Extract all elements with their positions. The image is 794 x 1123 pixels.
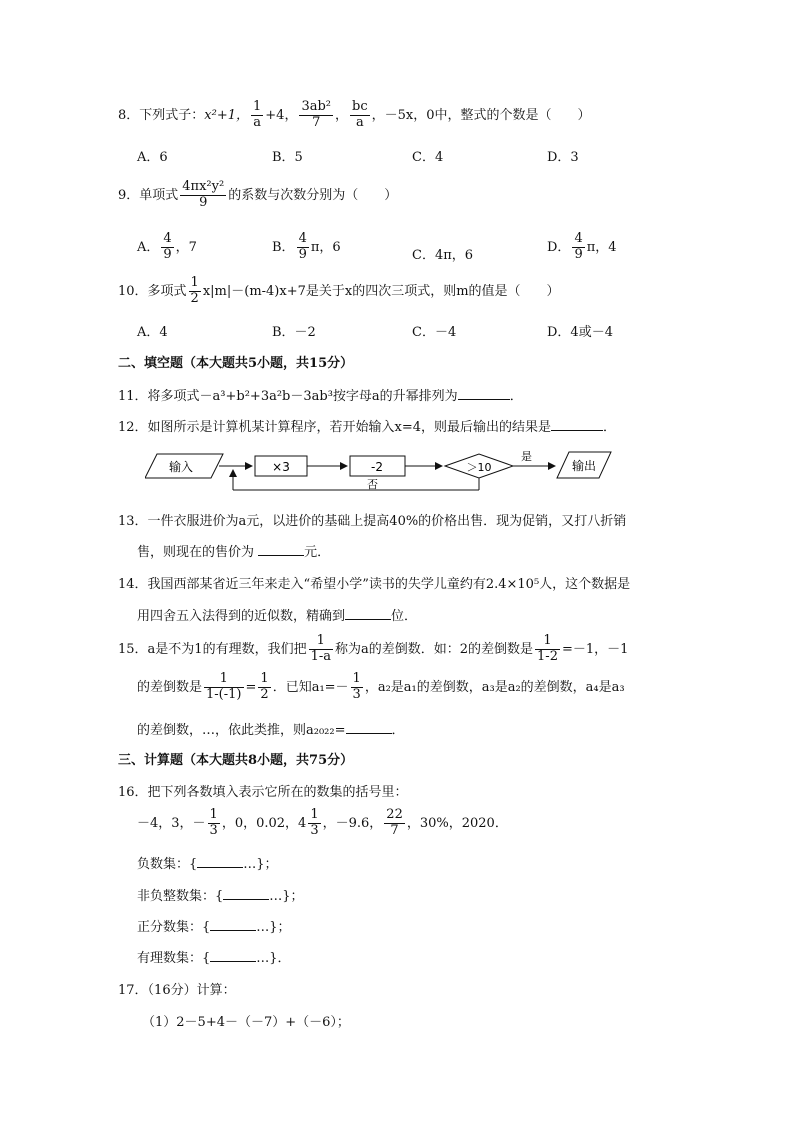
option-a: A．6 <box>137 150 168 165</box>
input-label: 输入 <box>168 460 194 474</box>
answer-blank[interactable] <box>258 543 304 556</box>
question-17: 17．（16分）计算： <box>118 983 236 998</box>
answer-blank[interactable] <box>346 721 392 734</box>
question-12: 12．如图所示是计算机某计算程序，若开始输入x=4，则最后输出的结果是 ． <box>118 420 617 435</box>
question-14: 14．我国西部某省近三年来走入“希望小学”读书的失学儿童约有2.4×10⁵人，这个数据是 <box>118 577 631 592</box>
question-10: 10．多项式 $\frac{1}{2}$ x|m|－(m-4)x+7是关于x的四次三项式，则m的值是（ ） <box>118 275 560 306</box>
answer-blank[interactable] <box>223 887 269 900</box>
question-15-cont: 的差倒数是 $\frac{1}{1-(-1)}$ = $\frac{1}{2}$ ．已知a₁=－ $\frac{1}{3}$ ，a₂是a₁的差倒数，a₃是a₂的差倒数，a₄是a₃ <box>137 671 625 702</box>
fraction: $\frac{1}{2}$ <box>190 275 199 306</box>
question-13: 13．一件衣服进价为a元，以进价的基础上提高40%的价格出售．现为促销，又打八折销 <box>118 514 627 529</box>
answer-blank[interactable] <box>197 855 243 868</box>
svg-text:×3: ×3 <box>272 460 290 474</box>
option-d: D． $\frac{4}{9}$ π，4 <box>547 231 617 262</box>
option-c: C．4π，6 <box>412 248 474 263</box>
answer-blank[interactable] <box>210 918 256 931</box>
option-a: A． $\frac{4}{9}$ ，7 <box>137 231 197 262</box>
fraction: $\frac{1}{a}$ <box>253 99 262 130</box>
option-d: D．4或－4 <box>547 325 613 340</box>
flowchart <box>145 448 645 498</box>
answer-blank[interactable] <box>551 418 603 431</box>
question-14-cont: 用四舍五入法得到的近似数，精确到 位． <box>137 609 418 624</box>
option-c: C．－4 <box>412 325 457 340</box>
question-11: 11．将多项式－a³+b²+3a²b－3ab³按字母a的升幂排列为 ． <box>118 389 523 404</box>
fraction: $\frac{\text{3ab²}}{7}$ <box>301 99 332 130</box>
number-list: －4，3，－ $\frac{1}{3}$ ，0，0.02，4 $\frac{1}{3}$ ，－9.6， $\frac{22}{7}$ ，30%，2020． <box>137 807 508 838</box>
option-b: B．－2 <box>272 325 316 340</box>
option-c: C．4 <box>412 150 444 165</box>
no-label: 否 <box>367 478 378 491</box>
question-16: 16．把下列各数填入表示它所在的数集的括号里： <box>118 785 408 800</box>
question-13-cont: 售，则现在的售价为 元． <box>137 545 331 560</box>
section-heading: 三、计算题（本大题共8小题，共75分） <box>118 753 354 768</box>
fraction: $\frac{bc}{a}$ <box>352 99 368 130</box>
answer-blank[interactable] <box>345 607 391 620</box>
question-15-end: 的差倒数，…，依此类推，则a₂₀₂₂= ． <box>137 723 405 738</box>
set-positive-fraction: 正分数集：{ …}； <box>137 920 291 935</box>
answer-blank[interactable] <box>458 387 510 400</box>
option-d: D．3 <box>547 150 579 165</box>
set-rational: 有理数集：{ …}． <box>137 951 291 966</box>
svg-text:-2: -2 <box>371 460 383 474</box>
question-15: 15．a是不为1的有理数，我们把 $\frac{1}{1-a}$ 称为a的差倒数．如：2的差倒数是 $\frac{1}{1-2}$ =－1，－1 <box>118 633 629 664</box>
question-17-part-1: （1）2－5+4－（－7）+（－6）； <box>142 1015 350 1030</box>
section-heading: 二、填空题（本大题共5小题，共15分） <box>118 356 354 371</box>
svg-text:输出: 输出 <box>571 459 597 473</box>
option-b: B．5 <box>272 150 303 165</box>
set-nonnegative-integer: 非负整数集：{ …}； <box>137 889 304 904</box>
yes-label: 是 <box>521 450 532 463</box>
option-b: B． $\frac{4}{9}$ π，6 <box>272 231 341 262</box>
svg-text:＞10: ＞10 <box>466 461 492 474</box>
fraction: $\frac{\text{4πx²y²}}{9}$ <box>182 179 225 210</box>
option-a: A．4 <box>137 325 168 340</box>
answer-blank[interactable] <box>210 949 256 962</box>
question-8: 8．下列式子：x²+1， $\frac{1}{a}$ +4， $\frac{\text{3ab²}}{7}$ ， $\frac{bc}{a}$ ，－5x，0中，整式的个数是（ ） <box>118 99 591 130</box>
set-negative: 负数集：{ …}； <box>137 857 278 872</box>
question-9: 9．单项式 $\frac{\text{4πx²y²}}{9}$ 的系数与次数分别为（ ） <box>118 179 398 210</box>
